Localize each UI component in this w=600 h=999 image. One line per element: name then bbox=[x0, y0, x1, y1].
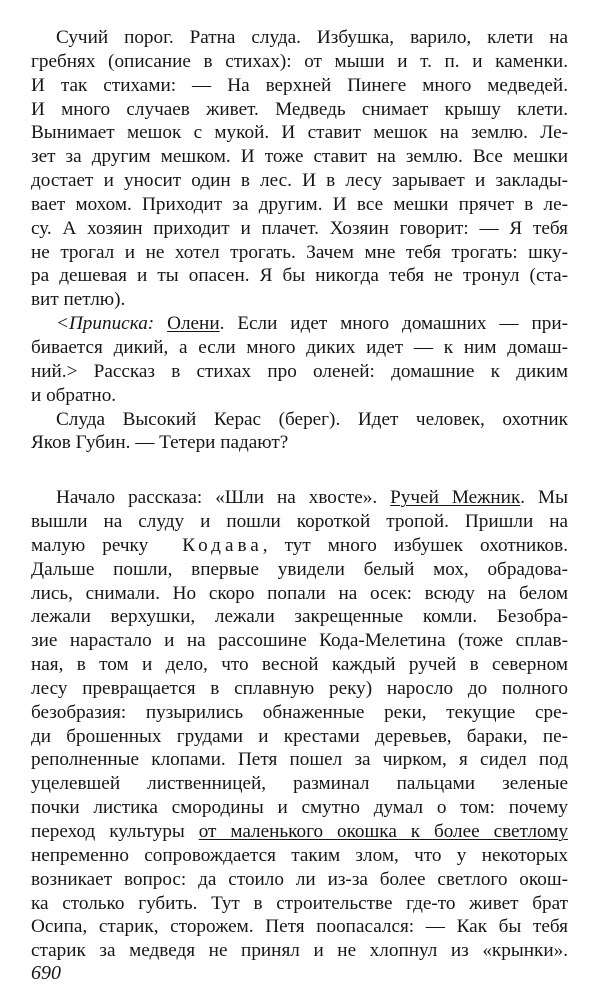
text-line: непременно сопровождается таким злом, что у некоторых bbox=[31, 844, 568, 866]
paragraph-4 bbox=[31, 486, 568, 963]
text-line: бивается дикий, а если много диких идет — к ним домаш- bbox=[31, 336, 568, 358]
text-line: достает и уносит один в лес. И в лесу зарывает и заклады- bbox=[31, 170, 568, 192]
text-line: почки листика смородины и смутно думал о том: почему bbox=[31, 797, 568, 819]
page-number: 690 bbox=[31, 962, 61, 984]
text-line: лежали верхушки, лежали закрещенные комли. Безобра- bbox=[31, 606, 568, 628]
text-line: Дальше пошли, впервые увидели белый мох, обрадова- bbox=[31, 558, 568, 580]
text-line: И так стихами: — На верхней Пинеге много медведей. bbox=[31, 74, 568, 96]
text-line: ний.> Рассказ в стихах про оленей: домашние к диким bbox=[31, 360, 568, 382]
text-line: уцелевшей лиственницей, разминал пальцами зеленые bbox=[31, 773, 568, 795]
text-fragment: Начало рассказа: «Шли на хвосте». bbox=[56, 487, 378, 509]
text-line: Вынимает мешок с мукой. И ставит мешок на землю. Ле- bbox=[31, 122, 568, 144]
text-line: Яков Губин. — Тетери падают? bbox=[31, 432, 289, 454]
text-line: зет за другим мешком. И тоже ставит на землю. Все мешки bbox=[31, 146, 568, 168]
section-gap bbox=[31, 455, 568, 486]
note-label: <Приписка: bbox=[56, 313, 155, 335]
underlined-place-name: Ручей Межник bbox=[390, 487, 521, 509]
text-line: ка столько губить. Тут в строительстве где-то живет брат bbox=[31, 892, 568, 914]
note-topic: Олени bbox=[167, 313, 220, 335]
text-line: гребнях (описание в стихах): от мыши и т. п. и каменки. bbox=[31, 50, 568, 72]
text-line: су. А хозяин приходит и плачет. Хозяин говорит: — Я тебя bbox=[31, 217, 568, 239]
text-line: не трогал и не хотел трогать. Зачем мне тебя трогать: шку- bbox=[31, 241, 568, 263]
text-line: вает мохом. Приходит за другим. И все мешки прячет в ле- bbox=[31, 193, 568, 215]
text-line: лись, снимали. Но скоро попали на осек: всюду на белом bbox=[31, 582, 568, 604]
paragraph-1 bbox=[31, 26, 568, 312]
text-line: возникает вопрос: да стоило ли из-за более светлого окош- bbox=[31, 868, 568, 890]
text-line: И много случаев живет. Медведь снимает крышу клети. bbox=[31, 98, 568, 120]
text-line: вышли на слуду и пошли короткой тропой. Пришли на bbox=[31, 511, 568, 533]
text-fragment: . Мы bbox=[520, 487, 568, 509]
text-fragment: переход культуры bbox=[31, 821, 185, 842]
text-line: вит петлю). bbox=[31, 289, 126, 311]
text-line bbox=[31, 312, 568, 336]
paragraph-2-note bbox=[31, 312, 568, 407]
text-fragment: . Если идет много домашних — при- bbox=[219, 313, 568, 335]
text-line: лесу превращается в сплавную реку) наросло до полного bbox=[31, 677, 568, 699]
text-fragment: малую речку bbox=[31, 534, 149, 556]
text-line: ная, в том и дело, что весной каждый ручей в северном bbox=[31, 654, 568, 676]
text-line: безобразия: пузырились обнаженные реки, текущие сре- bbox=[31, 701, 568, 723]
page-body bbox=[31, 26, 568, 963]
text-line bbox=[31, 820, 568, 844]
text-line bbox=[31, 534, 568, 558]
text-line: Слуда Высокий Керас (берег). Идет человек, охотник bbox=[56, 408, 568, 430]
text-line: старик за медведя не принял и не хлопнул из «крынки». bbox=[31, 940, 568, 962]
text-line: Сучий порог. Ратна слуда. Избушка, варило, клети на bbox=[56, 27, 568, 48]
text-line: Осипа, старик, сторожем. Петя поопасался: — Как бы тебя bbox=[31, 916, 568, 938]
spaced-river-name: Кодава bbox=[182, 534, 263, 556]
text-line: ди брошенных грудами и крестами деревьев, бараки, пе- bbox=[31, 725, 568, 747]
text-line: и обратно. bbox=[31, 384, 117, 406]
text-fragment: , тут много избушек охотников. bbox=[262, 534, 568, 556]
underlined-phrase: от маленького окошка к более светлому bbox=[198, 821, 568, 842]
paragraph-3 bbox=[31, 408, 568, 456]
text-line: реполненные клопами. Петя пошел за чирком, я сидел под bbox=[31, 749, 568, 771]
text-line: зие нарастало и на рассошине Кода-Мелетина (тоже сплав- bbox=[31, 630, 568, 652]
text-line: ра дешевая и ты опасен. Я бы никогда тебя не тронул (ста- bbox=[31, 265, 568, 287]
text-line bbox=[31, 486, 568, 510]
